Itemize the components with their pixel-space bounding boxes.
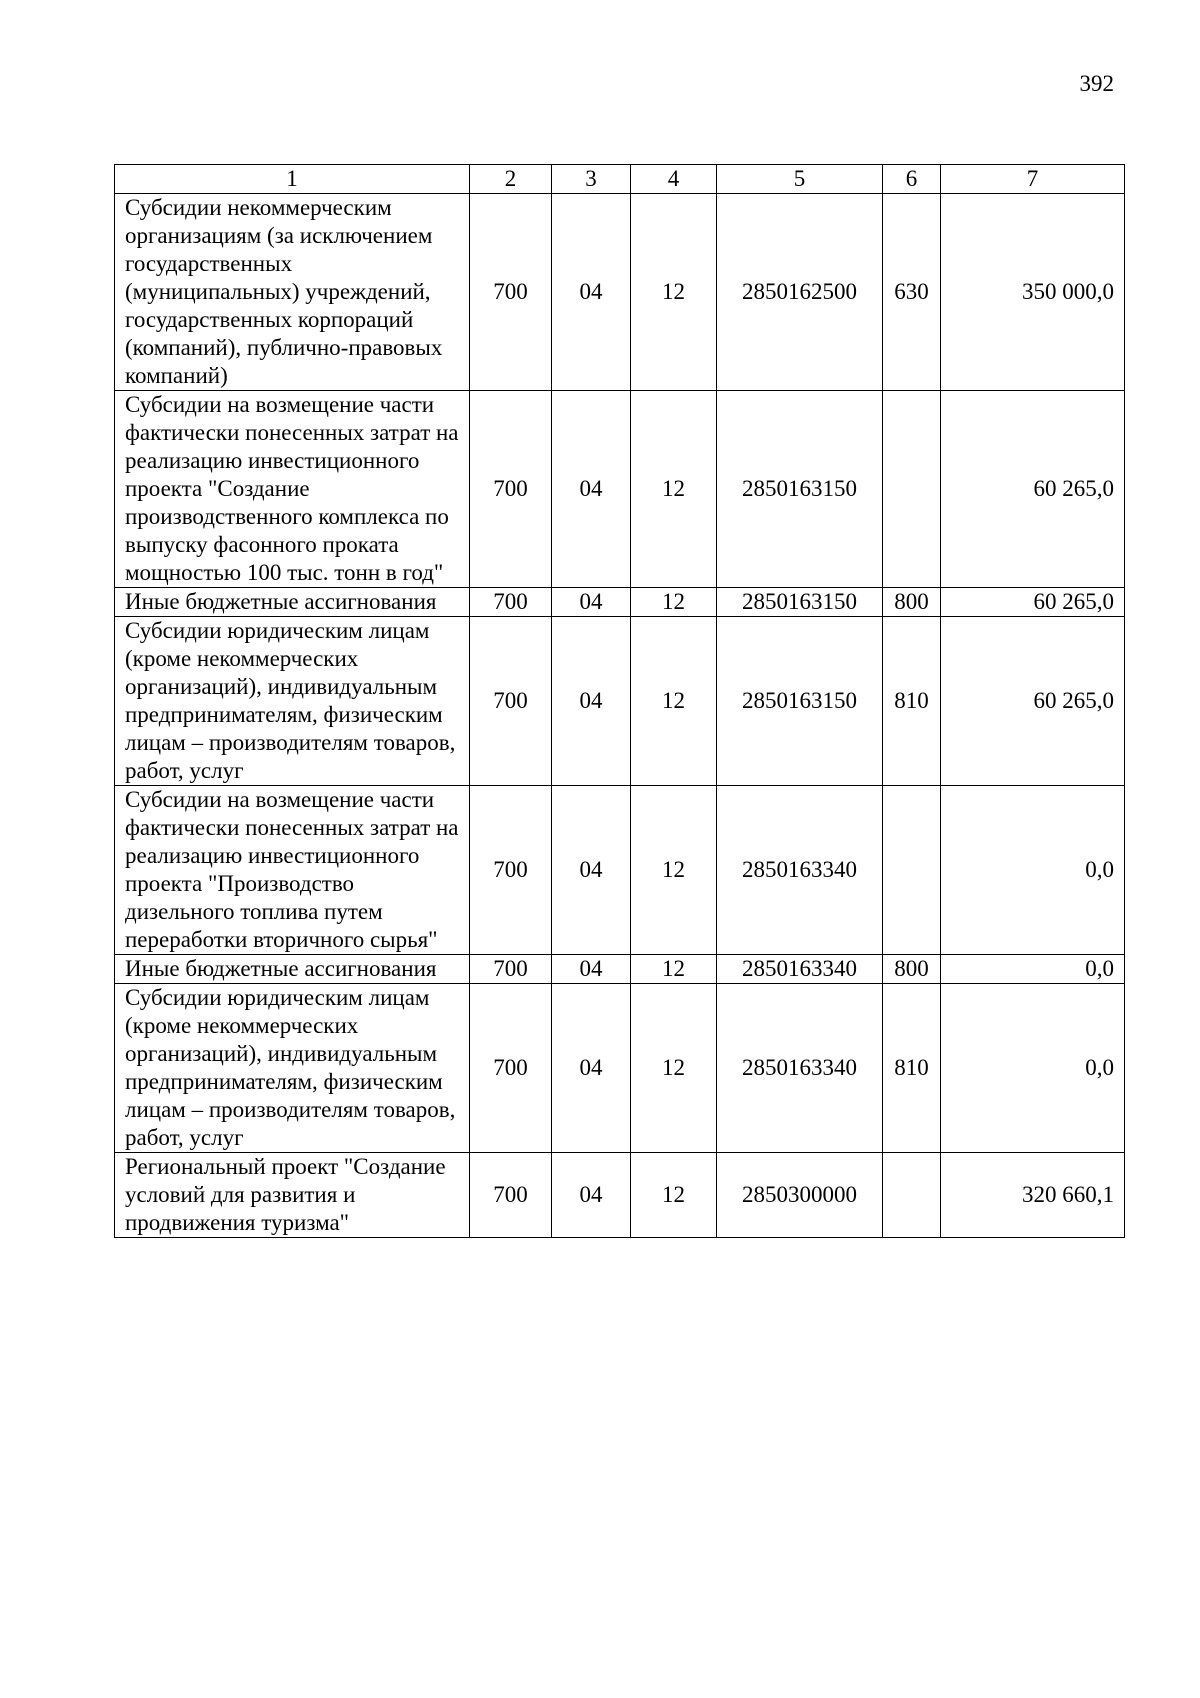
- subsection-code-cell: 04: [552, 194, 631, 391]
- target-article-cell: 2850163340: [717, 786, 883, 955]
- page-number: 392: [1079, 71, 1114, 96]
- amount-cell: 0,0: [941, 786, 1125, 955]
- section-code-cell: 700: [470, 786, 552, 955]
- subsection-code-cell: 04: [552, 786, 631, 955]
- budget-table: [114, 164, 1125, 1238]
- subsection-code-cell: 04: [552, 1153, 631, 1238]
- code-cell: 12: [631, 955, 717, 984]
- table-row: [115, 391, 1125, 588]
- section-code-cell: 700: [470, 588, 552, 617]
- section-code-cell: 700: [470, 1153, 552, 1238]
- expense-type-cell: [883, 1153, 941, 1238]
- amount-cell: 60 265,0: [941, 588, 1125, 617]
- column-header: 2: [470, 165, 552, 194]
- code-cell: 12: [631, 984, 717, 1153]
- subsection-code-cell: 04: [552, 391, 631, 588]
- table-row: [115, 194, 1125, 391]
- item-name-cell: Субсидии юридическим лицам (кроме некоммерческих организаций), индивидуальным предпринимателям, физическим лицам – производителям товаров, работ, услуг: [115, 617, 470, 786]
- expense-type-cell: [883, 786, 941, 955]
- column-header: 3: [552, 165, 631, 194]
- subsection-code-cell: 04: [552, 955, 631, 984]
- expense-type-cell: 810: [883, 984, 941, 1153]
- column-header: 1: [115, 165, 470, 194]
- subsection-code-cell: 04: [552, 617, 631, 786]
- code-cell: 12: [631, 786, 717, 955]
- section-code-cell: 700: [470, 984, 552, 1153]
- target-article-cell: 2850163340: [717, 955, 883, 984]
- item-name-cell: Иные бюджетные ассигнования: [115, 588, 470, 617]
- item-name-cell: Региональный проект "Создание условий для развития и продвижения туризма": [115, 1153, 470, 1238]
- section-code-cell: 700: [470, 391, 552, 588]
- subsection-code-cell: 04: [552, 588, 631, 617]
- code-cell: 12: [631, 391, 717, 588]
- item-name-cell: Иные бюджетные ассигнования: [115, 955, 470, 984]
- target-article-cell: 2850163340: [717, 984, 883, 1153]
- table-header-row: [115, 165, 1125, 194]
- amount-cell: 60 265,0: [941, 391, 1125, 588]
- column-header: 5: [717, 165, 883, 194]
- expense-type-cell: 800: [883, 955, 941, 984]
- amount-cell: 0,0: [941, 984, 1125, 1153]
- table-row: [115, 1153, 1125, 1238]
- column-header: 4: [631, 165, 717, 194]
- amount-cell: 0,0: [941, 955, 1125, 984]
- table-row: [115, 984, 1125, 1153]
- table-row: [115, 786, 1125, 955]
- amount-cell: 320 660,1: [941, 1153, 1125, 1238]
- expense-type-cell: 630: [883, 194, 941, 391]
- table-row: [115, 955, 1125, 984]
- target-article-cell: 2850163150: [717, 391, 883, 588]
- item-name-cell: Субсидии юридическим лицам (кроме некоммерческих организаций), индивидуальным предпринимателям, физическим лицам – производителям товаров, работ, услуг: [115, 984, 470, 1153]
- section-code-cell: 700: [470, 617, 552, 786]
- target-article-cell: 2850162500: [717, 194, 883, 391]
- code-cell: 12: [631, 588, 717, 617]
- expense-type-cell: 800: [883, 588, 941, 617]
- section-code-cell: 700: [470, 194, 552, 391]
- code-cell: 12: [631, 194, 717, 391]
- table-row: [115, 588, 1125, 617]
- section-code-cell: 700: [470, 955, 552, 984]
- column-header: 6: [883, 165, 941, 194]
- target-article-cell: 2850163150: [717, 617, 883, 786]
- table-row: [115, 617, 1125, 786]
- item-name-cell: Субсидии некоммерческим организациям (за исключением государственных (муниципальных) учреждений, государственных корпораций (компаний), публично-правовых компаний): [115, 194, 470, 391]
- amount-cell: 60 265,0: [941, 617, 1125, 786]
- column-header: 7: [941, 165, 1125, 194]
- subsection-code-cell: 04: [552, 984, 631, 1153]
- amount-cell: 350 000,0: [941, 194, 1125, 391]
- code-cell: 12: [631, 617, 717, 786]
- target-article-cell: 2850300000: [717, 1153, 883, 1238]
- expense-type-cell: 810: [883, 617, 941, 786]
- expense-type-cell: [883, 391, 941, 588]
- item-name-cell: Субсидии на возмещение части фактически понесенных затрат на реализацию инвестиционного проекта "Производство дизельного топлива путем переработки вторичного сырья": [115, 786, 470, 955]
- target-article-cell: 2850163150: [717, 588, 883, 617]
- code-cell: 12: [631, 1153, 717, 1238]
- item-name-cell: Субсидии на возмещение части фактически понесенных затрат на реализацию инвестиционного проекта "Создание производственного комплекса по выпуску фасонного проката мощностью 100 тыс. тонн в год": [115, 391, 470, 588]
